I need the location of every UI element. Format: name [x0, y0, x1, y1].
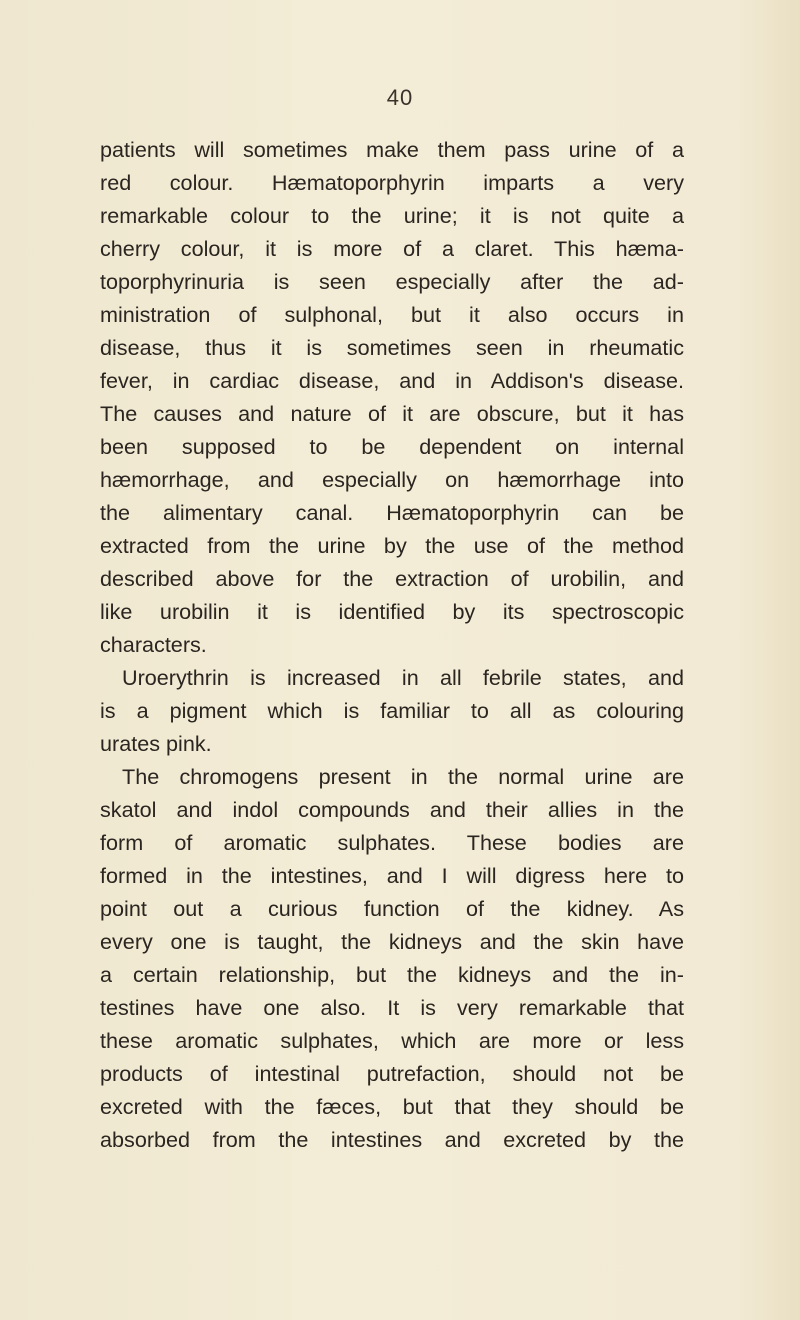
text-line: characters. — [100, 632, 207, 657]
text-line: The causes and nature of it are obscure, but it has — [100, 401, 684, 426]
text-line: Uroerythrin is increased in all febrile states, and — [122, 665, 684, 690]
text-line: excreted with the fæces, but that they should be — [100, 1094, 684, 1119]
text-line: remarkable colour to the urine; it is not quite a — [100, 203, 684, 228]
text-line: cherry colour, it is more of a claret. This hæma- — [100, 236, 684, 261]
text-line: toporphyrinuria is seen especially after the ad- — [100, 269, 684, 294]
text-line: extracted from the urine by the use of the method — [100, 533, 684, 558]
text-line: products of intestinal putrefaction, should not be — [100, 1061, 684, 1086]
text-line: a certain relationship, but the kidneys and the in- — [100, 962, 684, 987]
text-line: these aromatic sulphates, which are more or less — [100, 1028, 684, 1053]
page-number: 40 — [386, 85, 414, 110]
text-line: red colour. Hæmatoporphyrin imparts a very — [100, 170, 684, 195]
text-line: hæmorrhage, and especially on hæmorrhage into — [100, 467, 684, 492]
text-line: patients will sometimes make them pass urine of a — [100, 137, 684, 162]
text-line: like urobilin it is identified by its spectroscopic — [100, 599, 684, 624]
text-line: every one is taught, the kidneys and the skin have — [100, 929, 684, 954]
text-line: absorbed from the intestines and excreted by the — [100, 1127, 684, 1152]
text-line: disease, thus it is sometimes seen in rheumatic — [100, 335, 684, 360]
text-line: been supposed to be dependent on internal — [100, 434, 684, 459]
body-text — [100, 133, 684, 1156]
text-line: point out a curious function of the kidney. As — [100, 896, 684, 921]
text-line: formed in the intestines, and I will digress here to — [100, 863, 684, 888]
text-line: fever, in cardiac disease, and in Addison's disease. — [100, 368, 684, 393]
text-line: ministration of sulphonal, but it also occurs in — [100, 302, 684, 327]
text-line: the alimentary canal. Hæmatoporphyrin can be — [100, 500, 684, 525]
text-line: urates pink. — [100, 731, 212, 756]
text-line: skatol and indol compounds and their allies in the — [100, 797, 684, 822]
text-line: is a pigment which is familiar to all as colouring — [100, 698, 684, 723]
text-line: testines have one also. It is very remarkable that — [100, 995, 684, 1020]
text-line: The chromogens present in the normal urine are — [122, 764, 684, 789]
text-line: form of aromatic sulphates. These bodies are — [100, 830, 684, 855]
text-line: described above for the extraction of urobilin, and — [100, 566, 684, 591]
